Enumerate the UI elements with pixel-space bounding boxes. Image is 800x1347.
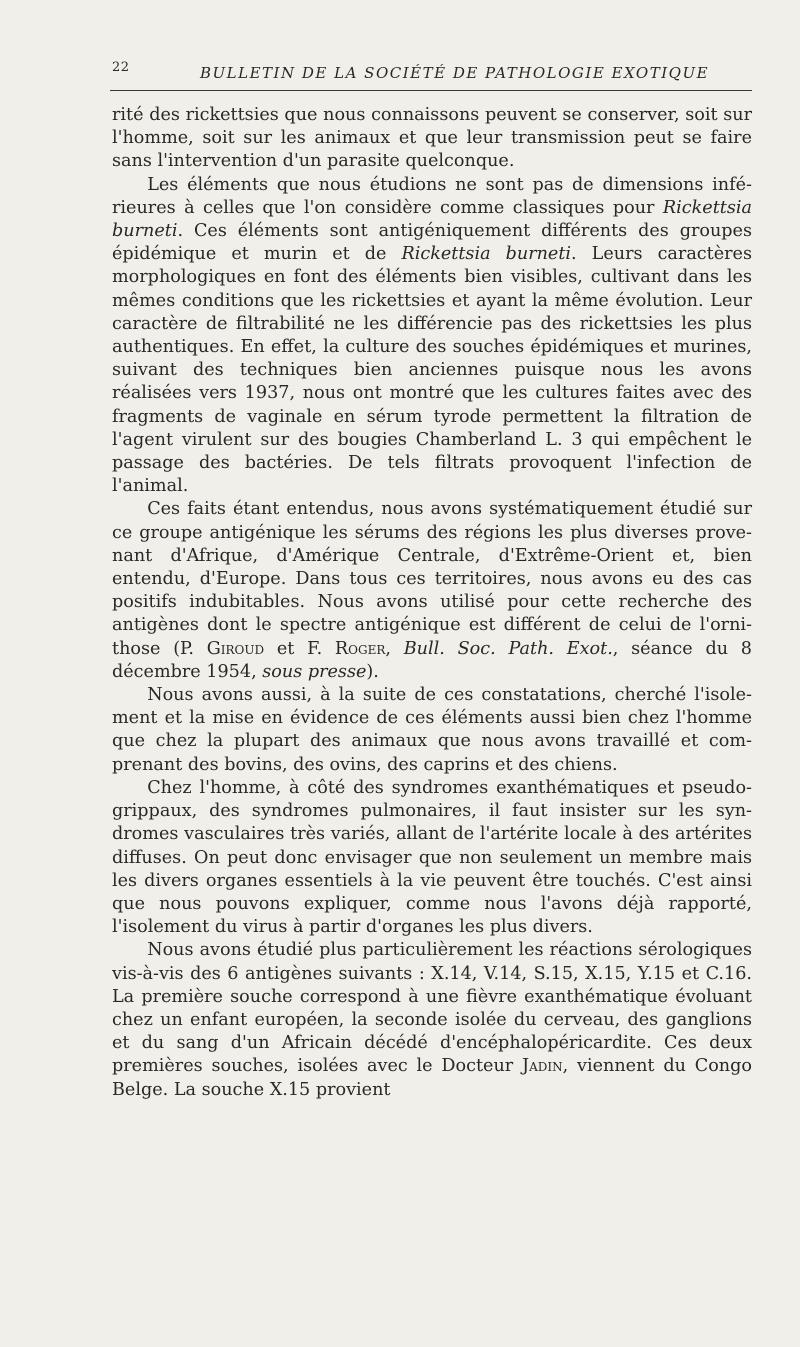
author-name: Roger — [334, 638, 386, 659]
paragraph-4: Nous avons aussi, à la suite de ces constatations, cherché l'isolement et la mise en évidence de ces éléments aussi bien chez l'homme que chez la plupart des animaux que nous avons travaillé et comprenant des bovins, des ovins, des caprins et des chiens. — [112, 685, 752, 775]
text-run: . Leurs caractères morphologiques en font des éléments bien visibles, cultivant dans les mêmes conditions que les rickettsies et ayant la même évolution. Leur caractère de filtrabilité ne les différencie pas des rickettsies les plus authentiques. En effet, la culture des souches épidémiques et murines, suivant des techniques bien anciennes puisque nous les avons réalisées vers 1937, nous ont montré que les cultures faites avec des fragments de vaginale en sérum tyrode permettent la filtration de l'agent virulent sur des bougies Chamberland L. 3 qui empêchent le passage des bactéries. De tels filtrats provoquent l'infection de l'animal. — [112, 244, 752, 497]
text-run: et F. — [264, 638, 335, 659]
text-run: . Ces éléments sont antigéniquement différents des groupes épidémique et murin et de — [112, 221, 752, 265]
text-run: , — [385, 638, 404, 659]
paragraph-6 — [112, 939, 752, 1101]
author-name: Giroud — [206, 638, 265, 659]
text-run: Nous avons étudié plus particulièrement les réactions sérologiques vis-à-vis des 6 antigènes suivants : X.14, V.14, S.15, X.15, Y.15 et C.16. La première souche correspond à une fièvre exanthématique évoluant chez un enfant européen, la seconde isolée du cerveau, des ganglions et du sang d'un Africain décédé d'encéphalopéricardite. Ces deux premières souches, isolées avec le Docteur — [112, 940, 752, 1077]
article-body — [112, 104, 752, 1102]
species-name: Rickettsia burneti — [112, 197, 752, 242]
journal-name: Bull. Soc. Path. Exot. — [403, 638, 613, 659]
page-number: 22 — [112, 60, 130, 75]
paragraph-1: rité des rickettsies que nous connaissons peuvent se conserver, soit sur l'homme, soit sur les animaux et que leur transmission peut se faire sans l'intervention d'un parasite quelconque. — [112, 105, 752, 172]
text-run: ). — [366, 661, 379, 682]
text-run: , viennent du Congo Belge. La souche X.15 provient — [112, 1056, 752, 1100]
text-run: Les éléments que nous étudions ne sont pas de dimensions inférieures à celles que l'on considère comme classiques pour — [112, 174, 752, 218]
paragraph-5: Chez l'homme, à côté des syndromes exanthématiques et pseudogrippaux, des syndromes pulmonaires, il faut insister sur les syndromes vasculaires très variés, allant de l'artérite locale à des artérites diffuses. On peut donc envisager que non seulement un membre mais les divers organes essentiels à la vie peuvent être touchés. C'est ainsi que nous pouvons expliquer, comme nous l'avons déjà rapporté, l'isolement du virus à partir d'organes les plus divers. — [112, 777, 752, 938]
text-run: Ces faits étant entendus, nous avons systématiquement étudié sur ce groupe antigénique les sérums des régions les plus diverses provenant d'Afrique, d'Amérique Centrale, d'Extrême-Orient et, bien entendu, d'Europe. Dans tous ces territoires, nous avons eu des cas positifs indubitables. Nous avons utilisé pour cette recherche des antigènes dont le spectre antigénique est différent de celui de l'ornithose (P. — [112, 499, 752, 659]
header-rule — [110, 90, 752, 91]
author-name: Jadin — [522, 1056, 563, 1077]
running-head: BULLETIN DE LA SOCIÉTÉ DE PATHOLOGIE EXOTIQUE — [200, 64, 710, 82]
paragraph-2 — [112, 174, 752, 499]
press-note: sous presse — [262, 661, 367, 682]
text-run: , séance du 8 décembre 1954, — [112, 638, 752, 682]
species-name: Rickettsia burneti — [401, 244, 572, 265]
paragraph-3 — [112, 498, 752, 684]
